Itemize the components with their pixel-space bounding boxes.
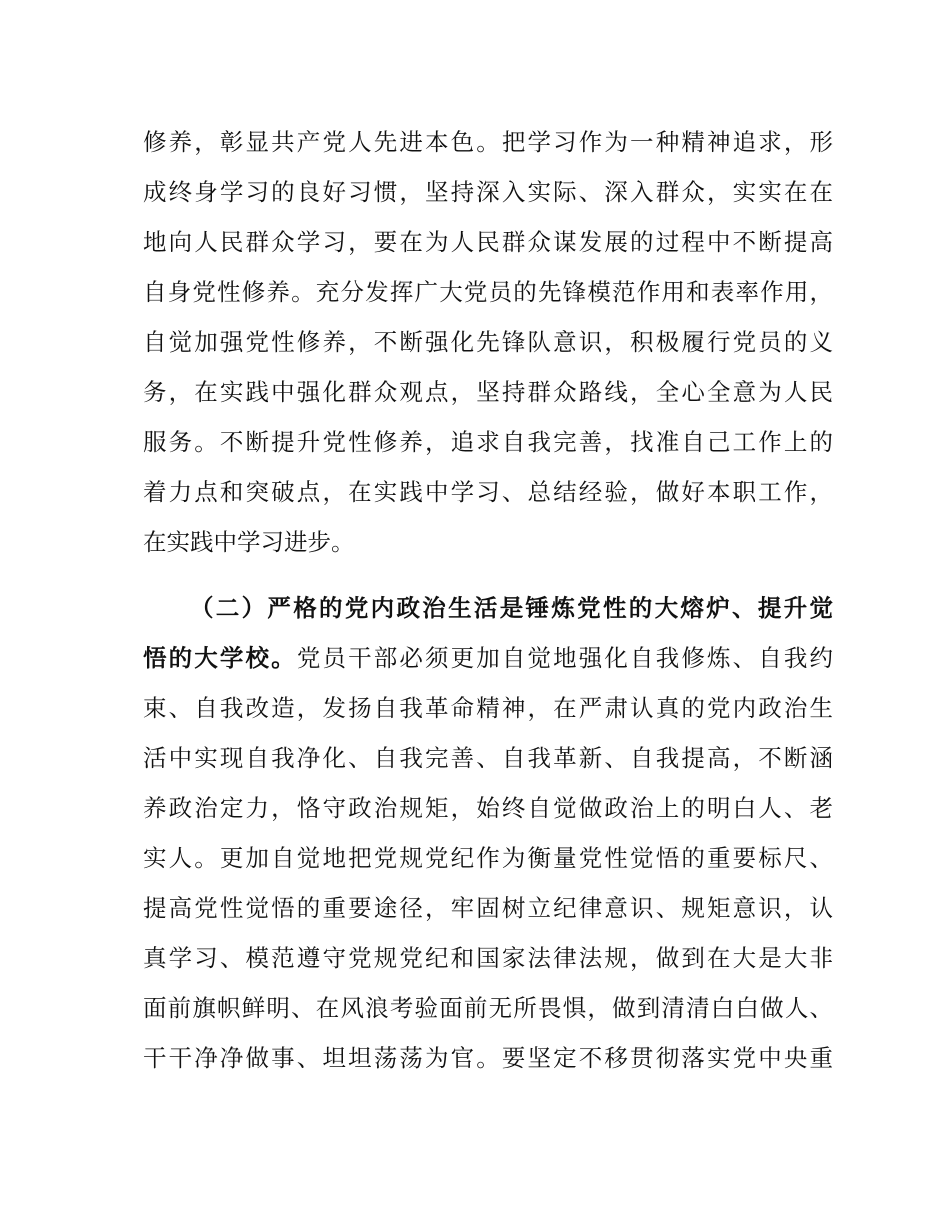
paragraph-1-last-line: 在实践中学习进步。 xyxy=(143,528,355,556)
paragraph-2-line: 养政治定力，恪守政治规矩，始终自觉做政治上的明白人、老 xyxy=(143,794,833,822)
paragraph-2-line: 干干净净做事、坦坦荡荡为官。要坚定不移贯彻落实党中央重 xyxy=(143,1044,833,1072)
paragraph-1-line: 自觉加强党性修养，不断强化先锋队意识，积极履行党员的义 xyxy=(143,328,833,356)
paragraph-2-line: 实人。更加自觉地把党规党纪作为衡量党性觉悟的重要标尺、 xyxy=(143,844,833,872)
paragraph-2-line: 真学习、模范遵守党规党纪和国家法律法规，做到在大是大非 xyxy=(143,944,833,972)
section-heading-end: 悟的大学校。 xyxy=(143,644,297,672)
section-heading: （二）严格的党内政治生活是锤炼党性的大熔炉、提升觉 xyxy=(190,594,833,622)
paragraph-1-line: 自身党性修养。充分发挥广大党员的先锋模范作用和表率作用， xyxy=(143,278,833,306)
paragraph-1-line: 地向人民群众学习，要在为人民群众谋发展的过程中不断提高 xyxy=(143,228,833,256)
paragraph-1-line: 修养，彰显共产党人先进本色。把学习作为一种精神追求，形 xyxy=(143,128,833,156)
paragraph-2-line: 束、自我改造，发扬自我革命精神，在严肃认真的党内政治生 xyxy=(143,694,833,722)
paragraph-1-line: 成终身学习的良好习惯，坚持深入实际、深入群众，实实在在 xyxy=(143,178,833,206)
paragraph-1-line: 务，在实践中强化群众观点，坚持群众路线，全心全意为人民 xyxy=(143,378,833,406)
paragraph-2-text: 党员干部必须更加自觉地强化自我修炼、自我约 xyxy=(296,644,834,672)
paragraph-2-line: 面前旗帜鲜明、在风浪考验面前无所畏惧，做到清清白白做人、 xyxy=(143,994,833,1022)
paragraph-1-line: 服务。不断提升党性修养，追求自我完善，找准自己工作上的 xyxy=(143,428,833,456)
section-heading-continuation xyxy=(143,638,833,678)
paragraph-2-line: 提高党性觉悟的重要途径，牢固树立纪律意识、规矩意识，认 xyxy=(143,894,833,922)
paragraph-1-line: 着力点和突破点，在实践中学习、总结经验，做好本职工作， xyxy=(143,478,833,506)
paragraph-2-line: 活中实现自我净化、自我完善、自我革新、自我提高，不断涵 xyxy=(143,744,833,772)
